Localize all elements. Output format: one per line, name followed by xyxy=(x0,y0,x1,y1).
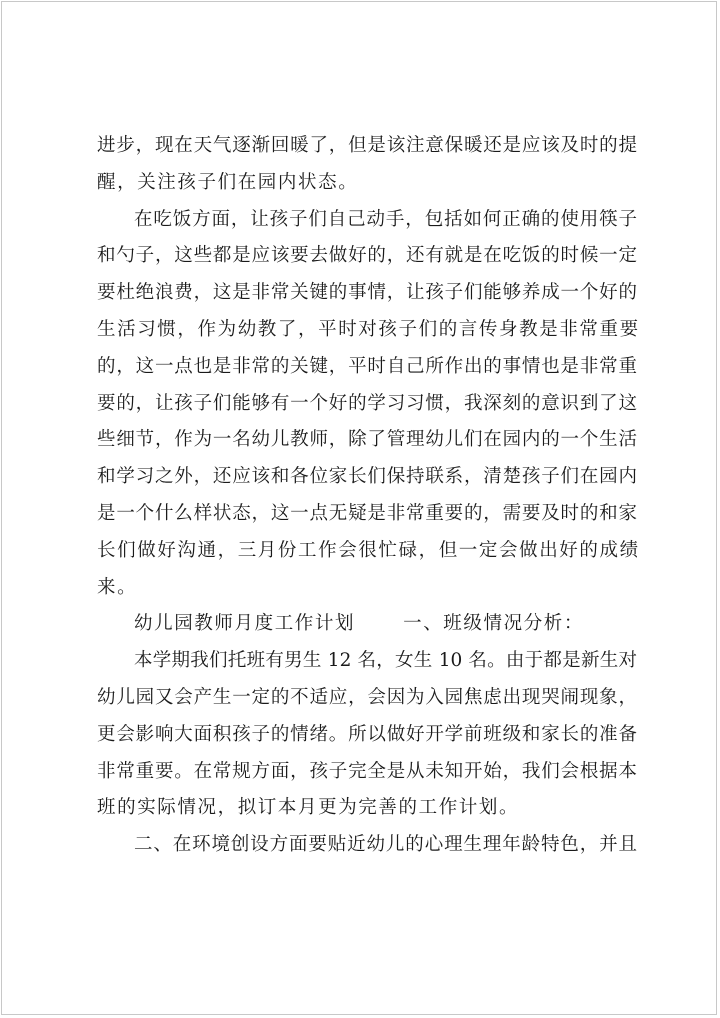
text-line: 是一个什么样状态，这一点无疑是非常重要的，需要及时的和家 xyxy=(97,502,637,524)
text-line: 些细节，作为一名幼儿教师，除了管理幼儿们在园内的一个生活 xyxy=(97,429,637,451)
text-line: 更会影响大面积孩子的情绪。所以做好开学前班级和家长的准备 xyxy=(97,723,637,745)
text-line: 长们做好沟通，三月份工作会很忙碌，但一定会做出好的成绩 xyxy=(97,539,640,561)
text-line: 和勺子，这些都是应该要去做好的，还有就是在吃饭的时候一定 xyxy=(97,245,637,267)
section-heading-line xyxy=(97,606,637,643)
text-line: 的，这一点也是非常的关键，平时自己所作出的事情也是非常重 xyxy=(97,355,637,377)
text-line: 醒，关注孩子们在园内状态。 xyxy=(97,171,359,193)
text-line: 和学习之外，还应该和各位家长们保持联系，清楚孩子们在园内 xyxy=(97,466,637,488)
text-line: 幼儿园又会产生一定的不适应，会因为入园焦虑出现哭闹现象， xyxy=(97,686,637,708)
text-line: 来。 xyxy=(97,576,138,598)
text-line: 在吃饭方面，让孩子们自己动手，包括如何正确的使用筷子 xyxy=(134,208,637,230)
text-line: 要的，让孩子们能够有一个好的学习习惯，我深刻的意识到了这 xyxy=(97,392,637,414)
document-body xyxy=(97,128,640,864)
text-line: 进步，现在天气逐渐回暖了，但是该注意保暖还是应该及时的提 xyxy=(97,135,637,156)
text-line: 二、在环境创设方面要贴近幼儿的心理生理年龄特色，并且 xyxy=(134,834,637,856)
heading-section: 一、班级情况分析： xyxy=(403,613,585,635)
text-line: 非常重要。在常规方面，孩子完全是从未知开始，我们会根据本 xyxy=(97,760,637,782)
text-line: 本学期我们托班有男生 12 名，女生 10 名。由于都是新生对 xyxy=(134,650,637,672)
text-line: 班的实际情况，拟订本月更为完善的工作计划。 xyxy=(97,797,520,819)
text-line: 生活习惯，作为幼教了，平时对孩子们的言传身教是非常重要 xyxy=(97,318,640,340)
text-line: 要杜绝浪费，这是非常关键的事情，让孩子们能够养成一个好的 xyxy=(97,282,637,304)
heading-title: 幼儿园教师月度工作计划 xyxy=(134,613,356,635)
